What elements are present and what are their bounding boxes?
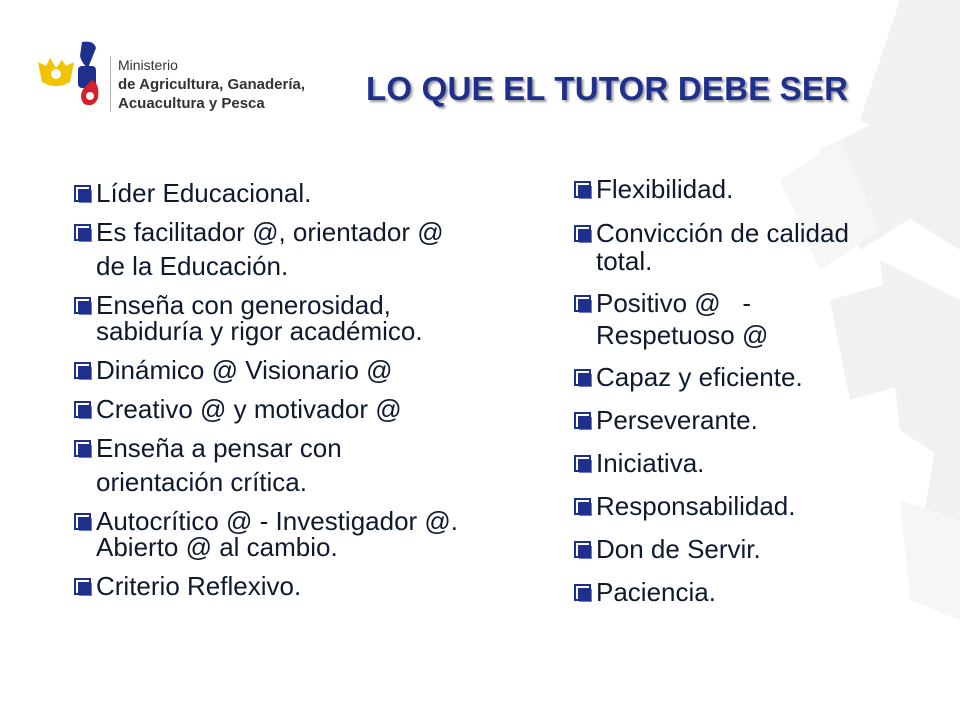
list-item-text: Convicción de calidad [596,218,849,248]
list-item [574,534,934,564]
page-title: LO QUE EL TUTOR DEBE SER [366,70,849,107]
list-item [74,355,554,385]
logo-divider [110,56,111,112]
ministry-logo-icon [36,38,116,110]
list-item [574,174,934,204]
right-list [574,174,934,616]
square-bullet-icon [574,455,591,472]
square-bullet-icon [574,584,591,601]
square-bullet-icon [574,498,591,515]
square-bullet-icon [574,541,591,558]
list-item-text: Autocrítico @ - Investigador @. [96,506,459,536]
list-item [574,577,934,607]
ministry-line-1: Ministerio [118,57,178,73]
list-item-continuation: sabiduría y rigor académico. [96,316,423,346]
list-item [574,405,934,435]
square-bullet-icon [574,412,591,429]
list-item-text: Enseña a pensar con [96,433,342,463]
list-item-text: Responsabilidad. [596,491,796,521]
list-item-text: Perseverante. [596,405,758,435]
square-bullet-icon [74,440,91,457]
list-item [574,218,934,248]
list-item-continuation: Abierto @ al cambio. [96,532,338,562]
list-item [574,362,934,392]
list-item-continuation: de la Educación. [96,251,289,281]
square-bullet-icon [74,185,91,202]
list-item-text: Es facilitador @, orientador @ [96,217,444,247]
square-bullet-icon [74,401,91,418]
list-item [74,433,554,463]
list-item [574,491,934,521]
list-item-text: Flexibilidad. [596,174,734,204]
list-item-text: Paciencia. [596,577,716,607]
list-item [74,394,554,424]
square-bullet-icon [74,362,91,379]
list-item-text: Líder Educacional. [96,178,312,208]
list-item [74,217,554,247]
list-item [74,178,554,208]
list-item-continuation: orientación crítica. [96,467,307,497]
list-item-text: Enseña con generosidad, [96,290,391,320]
square-bullet-icon [74,224,91,241]
list-item-continuation: Respetuoso @ [596,320,769,350]
list-item-continuation: total. [596,246,653,276]
square-bullet-icon [574,295,591,312]
list-item-text: Don de Servir. [596,534,761,564]
left-list [74,178,554,610]
square-bullet-icon [574,181,591,198]
list-item [74,571,554,601]
list-item-text: Positivo @ - [596,288,751,318]
square-bullet-icon [74,578,91,595]
list-item [574,288,934,318]
square-bullet-icon [574,369,591,386]
square-bullet-icon [74,513,91,530]
ministry-name [118,56,305,113]
list-item [574,448,934,478]
square-bullet-icon [574,225,591,242]
list-item-text: Dinámico @ Visionario @ [96,355,393,385]
list-item-text: Capaz y eficiente. [596,362,803,392]
list-item-text: Criterio Reflexivo. [96,571,302,601]
square-bullet-icon [74,297,91,314]
list-item-text: Iniciativa. [596,448,705,478]
ministry-line-2: de Agricultura, Ganadería, [118,76,305,93]
list-item-text: Creativo @ y motivador @ [96,394,402,424]
ministry-line-3: Acuacultura y Pesca [118,95,265,112]
